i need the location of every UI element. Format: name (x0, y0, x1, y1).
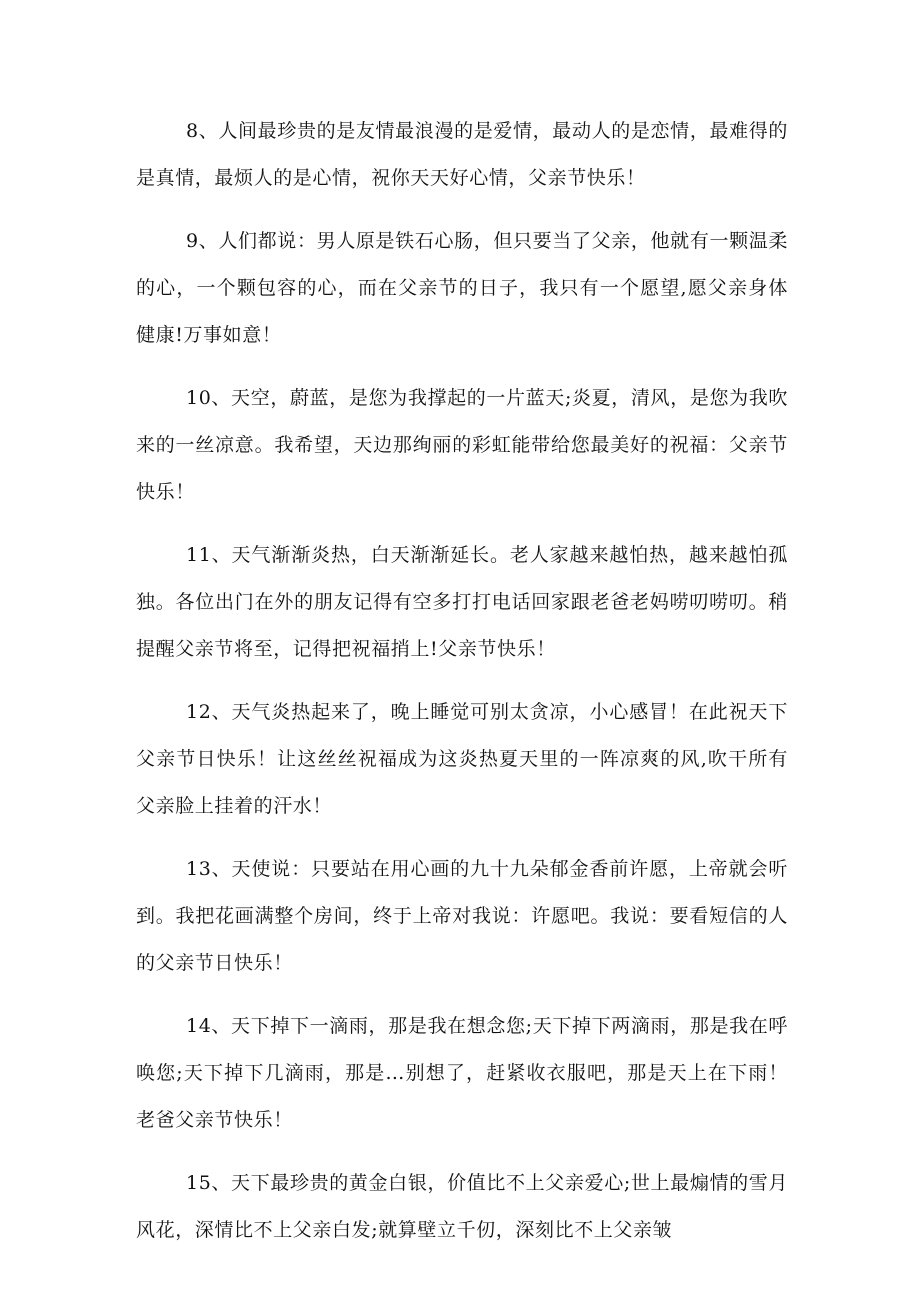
paragraph-15: 15、天下最珍贵的黄金白银，价值比不上父亲爱心;世上最煽情的雪月风花，深情比不上父亲白发;就算壁立千仞，深刻比不上父亲皱 (136, 1172, 788, 1241)
paragraph-9: 9、人们都说：男人原是铁石心肠，但只要当了父亲，他就有一颗温柔的心，一个颗包容的心，而在父亲节的日子，我只有一个愿望,愿父亲身体健康!万事如意！ (136, 230, 788, 346)
paragraph-13: 13、天使说：只要站在用心画的九十九朵郁金香前许愿，上帝就会听到。我把花画满整个房间，终于上帝对我说：许愿吧。我说：要看短信的人的父亲节日快乐！ (136, 858, 788, 974)
paragraph-8: 8、人间最珍贵的是友情最浪漫的是爱情，最动人的是恋情，最难得的是真情，最烦人的是心情，祝你天天好心情，父亲节快乐！ (136, 120, 788, 189)
paragraph-12: 12、天气炎热起来了，晚上睡觉可别太贪凉，小心感冒！在此祝天下父亲节日快乐！让这丝丝祝福成为这炎热夏天里的一阵凉爽的风,吹干所有父亲脸上挂着的汗水！ (136, 701, 788, 817)
paragraph-14: 14、天下掉下一滴雨，那是我在想念您;天下掉下两滴雨，那是我在呼唤您;天下掉下几滴雨，那是…别想了，赶紧收衣服吧，那是天上在下雨！老爸父亲节快乐！ (136, 1015, 788, 1131)
paragraph-10: 10、天空，蔚蓝，是您为我撑起的一片蓝天;炎夏，清风，是您为我吹来的一丝凉意。我希望，天边那绚丽的彩虹能带给您最美好的祝福：父亲节快乐！ (136, 387, 788, 503)
document-body (136, 108, 788, 1270)
paragraph-11: 11、天气渐渐炎热，白天渐渐延长。老人家越来越怕热，越来越怕孤独。各位出门在外的朋友记得有空多打打电话回家跟老爸老妈唠叨唠叨。稍提醒父亲节将至，记得把祝福捎上!父亲节快乐！ (136, 544, 788, 660)
